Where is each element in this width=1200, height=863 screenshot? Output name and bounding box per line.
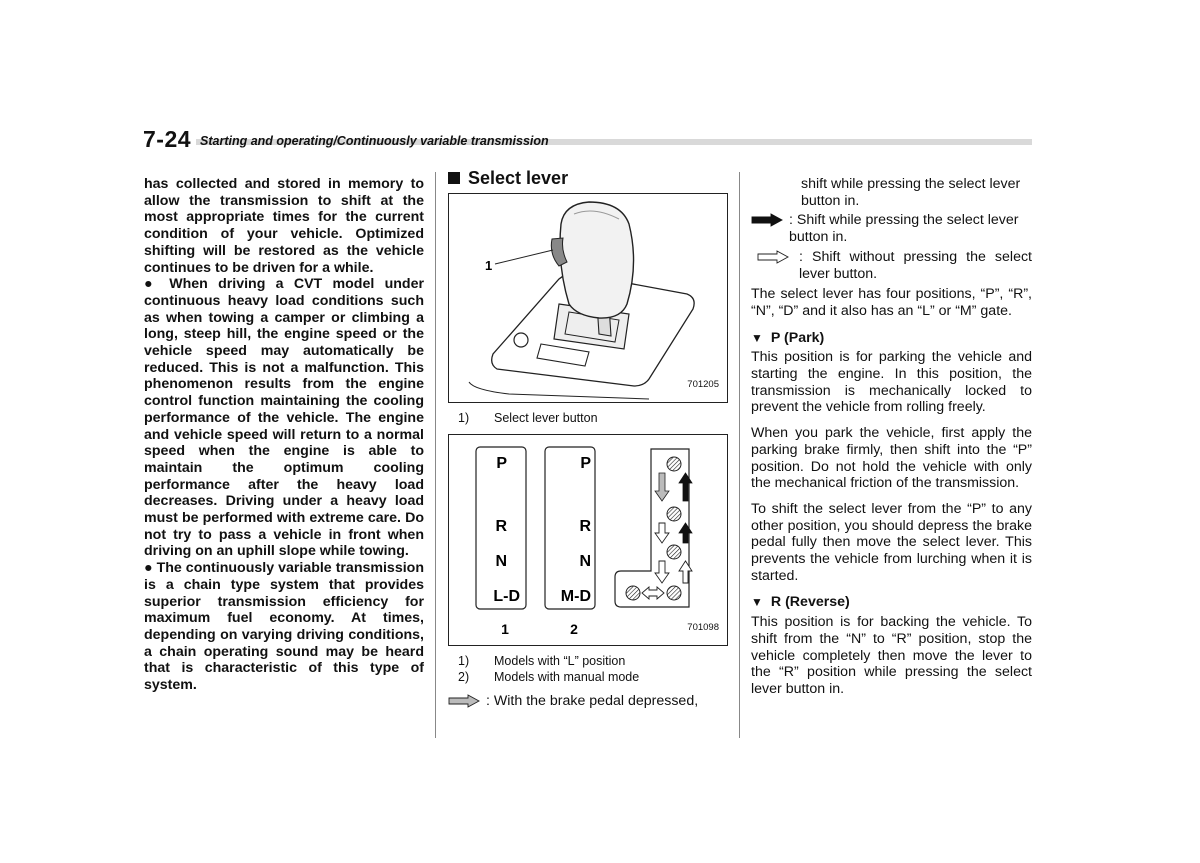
paragraph: This position is for backing the vehicle. To shift from the “N” to “R” position, stop the vehicle completely then move the lever to the “R” position while pressing the select lever button in. <box>751 614 1032 697</box>
legend-continuation: shift while pressing the select lever button in. <box>801 176 1021 209</box>
callout-number: 1 <box>485 257 493 273</box>
section-heading <box>448 170 728 187</box>
legend-white-arrow <box>751 249 1032 282</box>
bullet-paragraph: ● The continuously variable transmission is a chain type system that provides superior transmission efficiency for maximum fuel economy. At times, depending on varying driving conditions, a chain operating sound may be heard that is characteristic of this type of system. <box>144 560 424 694</box>
column-divider <box>435 172 436 738</box>
svg-text:R: R <box>495 517 507 535</box>
subsection-heading-reverse <box>751 594 1032 611</box>
legend-text: : Shift without pressing the select lever button. <box>799 248 1032 282</box>
legend-black-arrow <box>751 212 1032 245</box>
bullet-paragraph: ● When driving a CVT model under continuous heavy load conditions such as when towing a camper or climbing a long, steep hill, the engine speed or the vehicle speed may automatically be reduced. This is not a malfunction. This phenomenon results from the engine control function maintaining the cooling performance of the vehicle. The engine and vehicle speed will return to a normal speed when the engine is able to maintain the optimum cooling performance after the heavy load decreases. Driving under a heavy load must be performed with extreme care. Do not try to pass a vehicle in front when driving on an uphill slope while towing. <box>144 276 424 560</box>
black-arrow-icon <box>751 213 783 227</box>
svg-text:2: 2 <box>570 620 578 637</box>
figure-code: 701205 <box>687 379 719 390</box>
gray-arrow-icon <box>448 694 480 708</box>
chapter-title: Starting and operating/Continuously variable transmission <box>200 134 549 148</box>
select-lever-illustration <box>449 194 727 402</box>
shift-pattern-figure <box>448 434 728 646</box>
page-number: 7-24 <box>143 126 192 152</box>
caption-number: 2) <box>458 669 470 684</box>
svg-text:P: P <box>496 454 507 472</box>
legend-gray-arrow <box>448 693 728 710</box>
subsection-heading-park <box>751 330 1032 347</box>
svg-text:L-D: L-D <box>493 587 520 605</box>
caption-text: Models with manual mode <box>494 669 640 684</box>
caption-number: 1) <box>458 653 470 668</box>
column-divider <box>739 172 740 738</box>
white-arrow-icon <box>757 250 793 264</box>
legend-text: : Shift while pressing the select lever button in. <box>789 212 1019 246</box>
triangle-bullet-icon: ▼ <box>751 595 763 610</box>
paragraph: When you park the vehicle, first apply the parking brake firmly, then shift into the “P” position. Do not hold the vehicle with only the mechanical friction of the transmission. <box>751 425 1032 492</box>
shift-pattern-diagram <box>449 435 727 645</box>
square-bullet-icon <box>448 172 460 184</box>
left-column <box>144 176 424 694</box>
select-lever-figure <box>448 193 728 403</box>
triangle-bullet-icon: ▼ <box>751 330 763 345</box>
svg-text:N: N <box>579 552 591 570</box>
middle-column <box>448 170 728 709</box>
svg-text:N: N <box>495 552 507 570</box>
figure-code: 701098 <box>687 622 719 633</box>
figure2-caption <box>448 653 728 685</box>
paragraph: To shift the select lever from the “P” to any other position, you should depress the brake pedal fully then move the select lever. This prevents the vehicle from lurching when it is started. <box>751 500 1032 584</box>
paragraph: This position is for parking the vehicle and starting the engine. In this position, the transmission is mechanically locked to prevent the vehicle from rolling freely. <box>751 349 1032 416</box>
svg-text:R: R <box>579 517 591 535</box>
legend-text: : With the brake pedal depressed, <box>486 692 699 709</box>
right-column <box>751 176 1032 698</box>
paragraph: has collected and stored in memory to allow the transmission to shift at the most appropriate times for the current condition of your vehicle. Optimized shifting will be restored as the vehicle continues to be driven for a while. <box>144 176 424 276</box>
caption-text: Select lever button <box>494 410 598 425</box>
subsection-title: P (Park) <box>770 329 825 346</box>
svg-text:P: P <box>580 454 591 472</box>
caption-number: 1) <box>458 410 470 425</box>
caption-text: Models with “L” position <box>494 653 626 668</box>
svg-text:1: 1 <box>501 620 509 637</box>
subsection-title: R (Reverse) <box>770 594 850 611</box>
paragraph: The select lever has four positions, “P”, “R”, “N”, “D” and it also has an “L” or “M” gate. <box>751 286 1032 319</box>
section-title: Select lever <box>468 168 569 188</box>
figure1-caption <box>448 410 728 426</box>
svg-text:M-D: M-D <box>560 587 591 605</box>
